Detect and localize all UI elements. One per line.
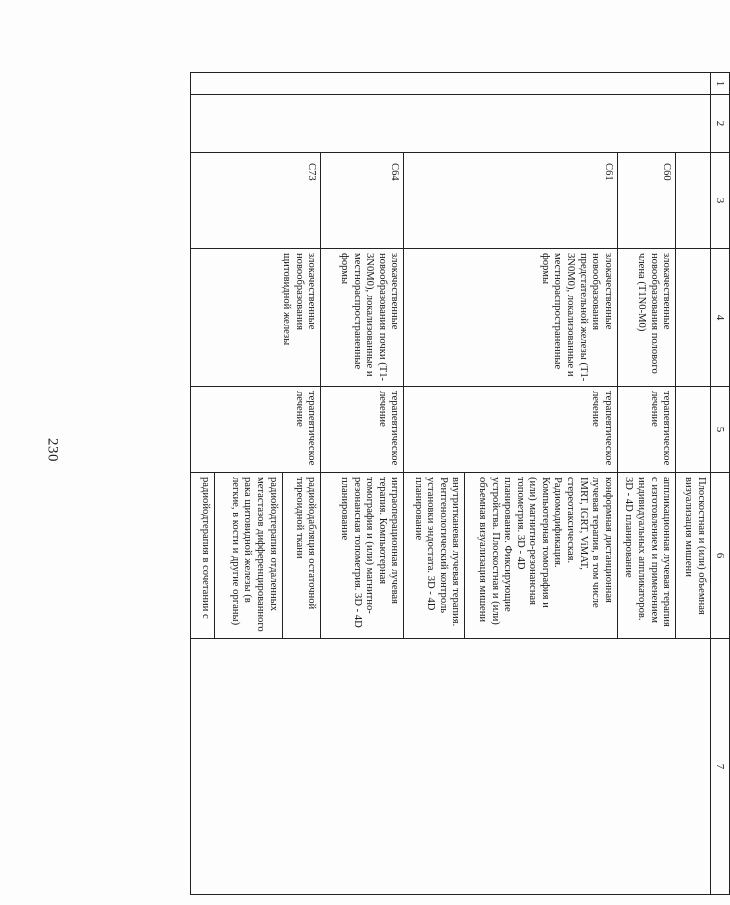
page-number: 230	[44, 438, 61, 462]
disease-cell: злокачественные новообразования почки (T1-3N0M0), локализованные и местнораспространенные формы	[321, 249, 404, 387]
cell-col7	[191, 639, 711, 895]
method-cell: аппликационная лучевая терапия с изготовлением и применением индивидуальных аппликаторов. 3D - 4D планирование	[617, 473, 675, 639]
cell-col1	[191, 73, 711, 95]
disease-cell: злокачественные новообразования полового члена (T1N0-M0)	[617, 249, 675, 387]
procedures-table	[190, 72, 730, 895]
column-number: 5	[710, 387, 729, 473]
code-cell	[676, 153, 711, 249]
column-number: 4	[710, 249, 729, 387]
disease-cell	[676, 249, 711, 387]
disease-cell: злокачественные новообразования предстательной железы (T1-3N0M0), локализованные и местнораспространенные формы	[404, 249, 617, 387]
rotated-table-sheet	[190, 72, 730, 894]
treatment-cell: терапевтическое лечение	[404, 387, 617, 473]
column-number: 2	[710, 95, 729, 153]
code-cell: C61	[404, 153, 617, 249]
code-cell: C64	[321, 153, 404, 249]
method-cell: радиойодтерапия в сочетании с	[191, 473, 215, 639]
code-cell: C60	[617, 153, 675, 249]
treatment-cell	[676, 387, 711, 473]
method-cell: внутритканевая лучевая терапия. Рентгенологический контроль установки эндостата. 3D - 4D планирование	[404, 473, 465, 639]
table-row	[676, 73, 711, 895]
column-number: 7	[710, 639, 729, 895]
treatment-cell: терапевтическое лечение	[191, 387, 321, 473]
method-cell: интраоперационная лучевая терапия. Компьютерная томография и (или) магнитно-резонансная топометрия. 3D - 4D планирование	[321, 473, 404, 639]
column-number-row	[710, 73, 729, 895]
method-cell: конформная дистанционная лучевая терапия, в том числе IMRT, IGRT, ViMAT, стереотаксическая. Радиомодификация. Компьютерная томография и (или) магнитно-резонансная топометрия. 3D - 4D планирование. Фиксирующие устройства. Плоскостная и (или) объемная визуализация мишени	[465, 473, 617, 639]
column-number: 6	[710, 473, 729, 639]
cell-col2	[191, 95, 711, 153]
method-cell: радиойодтерапия отдаленных метастазов дифференцированного рака щитовидной железы (в легкие, в кости и другие органы)	[215, 473, 282, 639]
treatment-cell: терапевтическое лечение	[617, 387, 675, 473]
column-number: 3	[710, 153, 729, 249]
method-cell: Плоскостная и (или) объемная визуализация мишени	[676, 473, 711, 639]
method-cell: радиойодабляция остаточной тиреоидной ткани	[282, 473, 321, 639]
column-number: 1	[710, 73, 729, 95]
disease-cell: злокачественные новообразования щитовидной железы	[191, 249, 321, 387]
code-cell: C73	[191, 153, 321, 249]
treatment-cell: терапевтическое лечение	[321, 387, 404, 473]
